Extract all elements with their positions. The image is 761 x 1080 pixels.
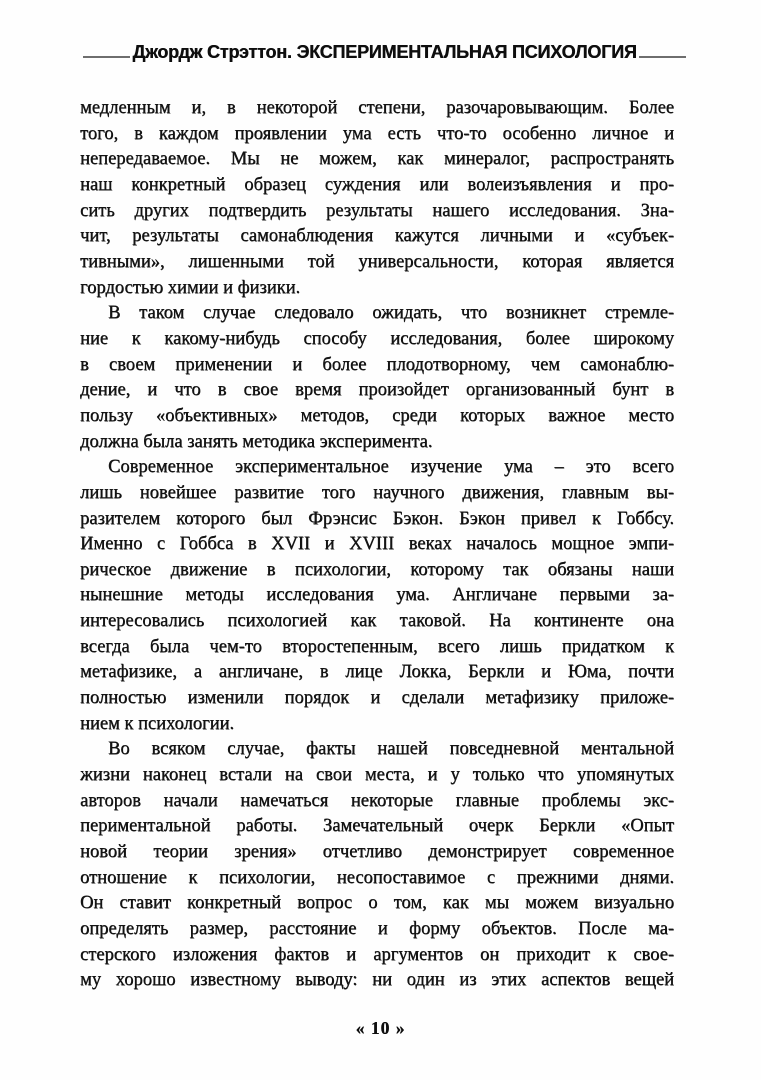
text-line: дение, и что в свое время произойдет организованный бунт в	[80, 380, 674, 401]
text-line: нынешние методы исследования ума. Англичане первыми за-	[80, 585, 674, 606]
text-line: пользу «объективных» методов, среди которых важное место	[80, 405, 674, 426]
text-line: чит, результаты самонаблюдения кажутся личными и «субъек-	[80, 226, 674, 247]
text-line: периментальной работы. Замечательный очерк Беркли «Опыт	[80, 816, 674, 837]
header-rule-right	[639, 56, 686, 58]
header-rule-left	[83, 56, 130, 58]
text-line: метафизике, а англичане, в лице Локка, Беркли и Юма, почти	[80, 662, 674, 683]
text-line: нием к психологии.	[80, 713, 235, 734]
text-line: Современное экспериментальное изучение ума – это всего	[108, 457, 674, 478]
text-line: отношение к психологии, несопоставимое с прежними днями.	[80, 867, 674, 888]
text-line: гордостью химии и физики.	[80, 277, 301, 298]
text-line: должна была занять методика эксперимента.	[80, 431, 433, 452]
text-line: рическое движение в психологии, которому так обязаны наши	[80, 559, 674, 580]
text-line: медленным и, в некоторой степени, разочаровывающим. Более	[80, 98, 674, 118]
text-line: В таком случае следовало ожидать, что возникнет стремле-	[108, 303, 674, 324]
text-line: разителем которого был Фрэнсис Бэкон. Бэкон привел к Гоббсу.	[80, 508, 674, 529]
paragraph	[80, 96, 674, 301]
text-line: определять размер, расстояние и форму объектов. После ма-	[80, 919, 674, 939]
text-line: жизни наконец встали на свои места, и у только что упомянутых	[80, 765, 674, 786]
text-line: непередаваемое. Мы не можем, как минералог, распространять	[80, 149, 674, 170]
paragraph	[80, 455, 674, 737]
text-line: лишь новейшее развитие того научного движения, главным вы-	[80, 482, 674, 503]
page-footer	[0, 1018, 761, 1039]
page-body	[80, 96, 674, 994]
text-line: всегда была чем-то второстепенным, всего лишь придатком к	[80, 636, 674, 657]
text-line: Он ставит конкретный вопрос о том, как мы можем визуально	[80, 893, 674, 914]
running-header	[83, 42, 686, 62]
text-line: в своем применении и более плодотворному, чем самонаблю-	[80, 354, 674, 375]
text-line: интересовались психологией как таковой. На континенте она	[80, 611, 674, 632]
paragraph	[80, 301, 674, 455]
running-header-title: Джордж Стрэттон. ЭКСПЕРИМЕНТАЛЬНАЯ ПСИХОЛОГИЯ	[132, 42, 637, 62]
text-line: стерского изложения фактов и аргументов он приходит к свое-	[80, 944, 674, 965]
page-number: « 10 »	[355, 1018, 406, 1038]
text-line: му хорошо известному выводу: ни один из этих аспектов вещей	[80, 970, 674, 991]
text-line: тивными», лишенными той универсальности, которая является	[80, 251, 674, 272]
paragraph	[80, 737, 674, 994]
text-line: ние к какому-нибудь способу исследования, более широкому	[80, 328, 674, 349]
text-line: авторов начали намечаться некоторые главные проблемы экс-	[80, 790, 674, 811]
text-line: наш конкретный образец суждения или волеизъявления и про-	[80, 174, 674, 195]
text-line: полностью изменили порядок и сделали метафизику приложе-	[80, 688, 674, 709]
text-line: Во всяком случае, факты нашей повседневной ментальной	[108, 739, 674, 760]
text-line: новой теории зрения» отчетливо демонстрирует современное	[80, 842, 674, 863]
text-line: того, в каждом проявлении ума есть что-то особенно личное и	[80, 123, 674, 144]
text-line: сить других подтвердить результаты нашего исследования. Зна-	[80, 200, 674, 221]
text-line: Именно с Гоббса в XVII и XVIII веках началось мощное эмпи-	[80, 534, 674, 555]
